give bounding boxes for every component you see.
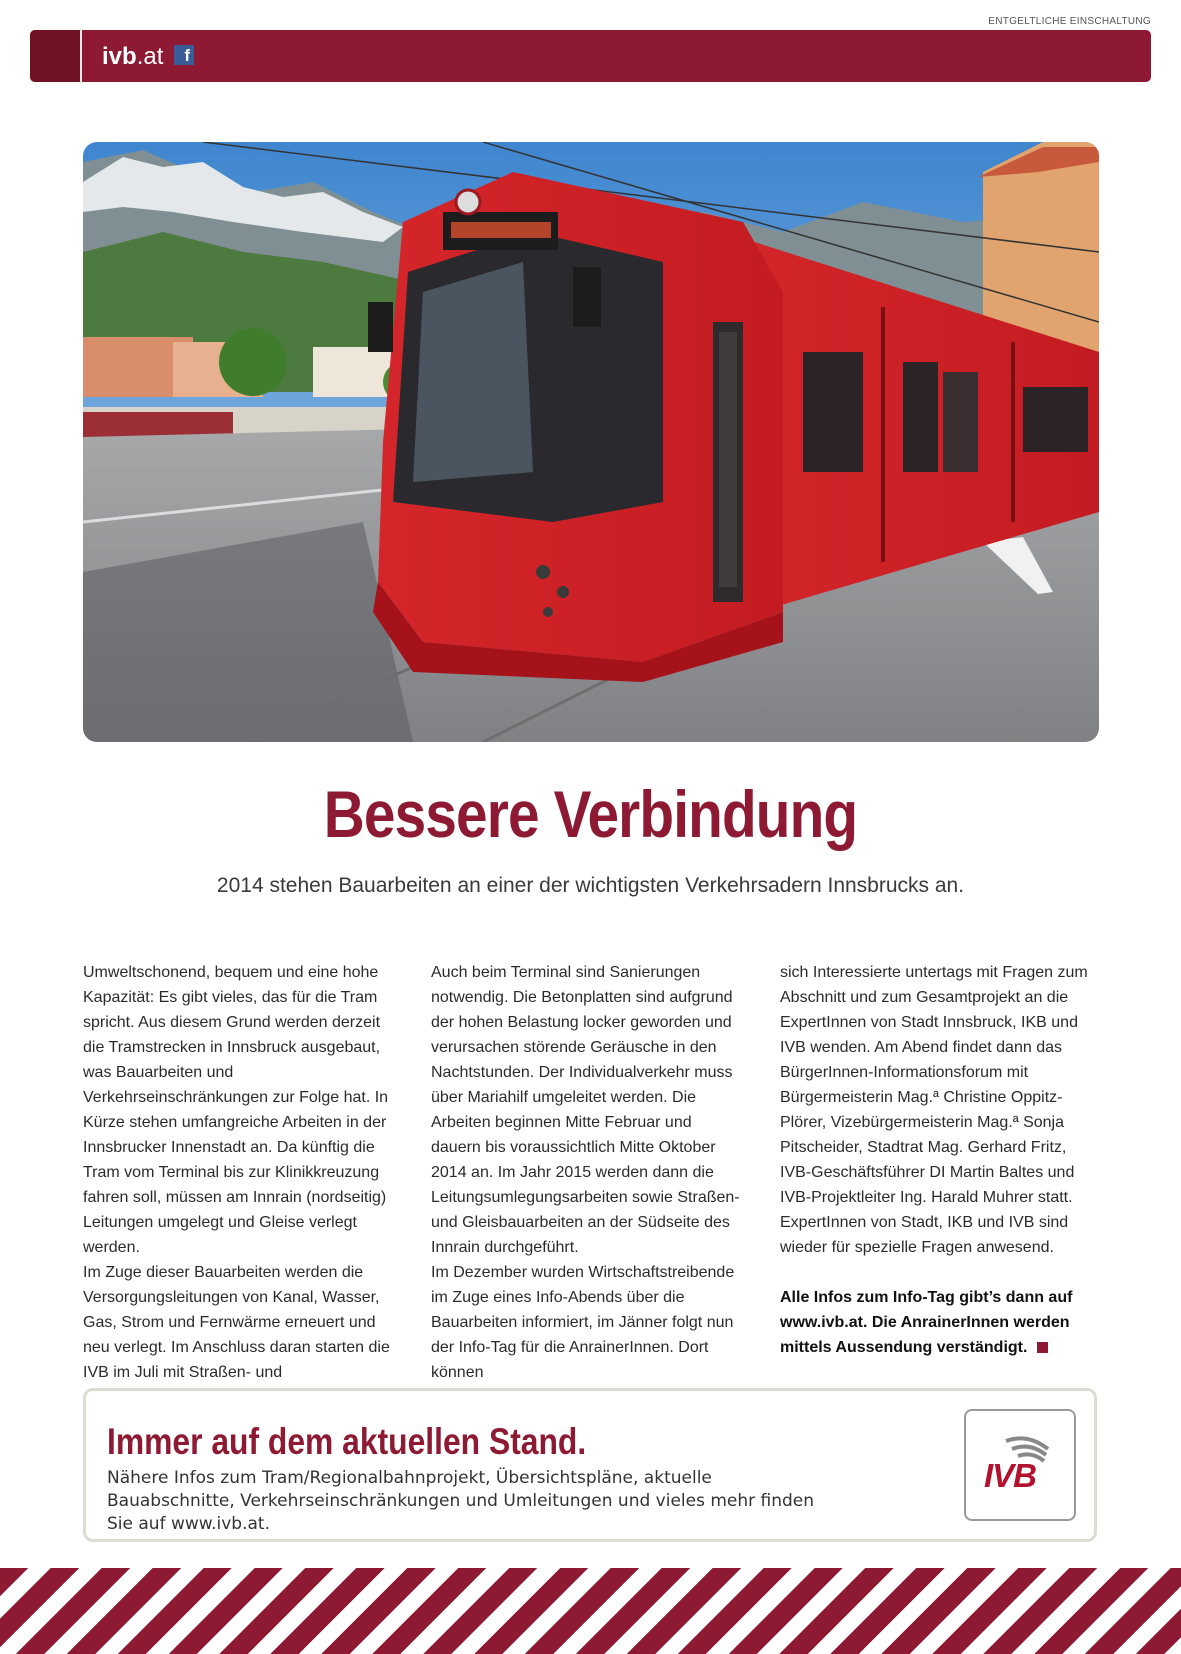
info-box: [83, 1388, 1097, 1542]
header-accent-block: [30, 30, 82, 82]
hero-tram-photo: [83, 142, 1099, 742]
striped-footer-band: [0, 1568, 1181, 1654]
ivb-logo-text: IVB: [984, 1457, 1037, 1494]
article-paragraph: sich Interessierte untertags mit Fragen zum Abschnitt und zum Gesamtprojekt an die ExpertInnen von Stadt Innsbruck, IKB und IVB wenden. Am Abend findet dann das BürgerInnen-Informationsforum mit Bürgermeisterin Mag.ª Christine Oppitz-Plörer, Vizebürgermeisterin Mag.ª Sonja Pitscheider, Stadtrat Mag. Gerhard Fritz, IVB-Geschäftsführer DI Martin Baltes und IVB-Projektleiter Ing. Harald Muhrer statt. ExpertInnen von Stadt, IKB und IVB sind wieder für spezielle Fragen anwesend.: [780, 964, 1088, 1256]
info-box-title: Immer auf dem aktuellen Stand.: [107, 1421, 587, 1462]
article-paragraph: Umweltschonend, bequem und eine hohe Kapazität: Es gibt vieles, das für die Tram spricht. Aus diesem Grund werden derzeit die Tramstrecken in Innsbruck ausgebaut, was Bauarbeiten und Verkehrseinschränkungen zur Folge hat. In Kürze stehen umfangreiche Arbeiten in der Innsbrucker Innenstadt an. Da künftig die Tram vom Terminal bis zur Klinikkreuzung fahren soll, müssen am Innrain (nordseitig) Leitungen umgelegt und Gleise verlegt werden.: [83, 964, 389, 1256]
article-subhead: 2014 stehen Bauarbeiten an einer der wichtigsten Verkehrsadern Innsbrucks an.: [216, 874, 965, 897]
info-day-note: [780, 1285, 1090, 1360]
article-column-3: [780, 960, 1090, 1360]
info-box-body: Nähere Infos zum Tram/Regionalbahnprojekt, Übersichtspläne, aktuelle Bauabschnitte, Verkehrseinschränkungen und Umleitungen und vieles mehr finden Sie auf www.ivb.at.: [107, 1468, 815, 1534]
article-column-2: [431, 960, 741, 1385]
end-mark-icon: [1037, 1342, 1048, 1353]
header-bar: [30, 30, 1151, 82]
site-domain: .at: [136, 43, 164, 70]
facebook-icon[interactable]: f: [174, 45, 194, 65]
info-day-note-text: Alle Infos zum Info-Tag gibt’s dann auf www.ivb.at. Die AnrainerInnen werden mittels Aussendung verständigt.: [780, 1289, 1073, 1356]
article-paragraph: Auch beim Terminal sind Sanierungen notwendig. Die Betonplatten sind aufgrund der hohen Belastung locker geworden und verursachen störende Geräusche in den Nachtstunden. Der Individualverkehr muss über Mariahilf umgeleitet werden. Die Arbeiten beginnen Mitte Februar und dauern bis voraussichtlich Mitte Oktober 2014 an. Im Jahr 2015 werden dann die Leitungsumlegungsarbeiten sowie Straßen- und Gleisbauarbeiten an der Südseite des Innrain durchgeführt.: [431, 964, 740, 1256]
paid-advertisement-label: ENTGELTLICHE EINSCHALTUNG: [988, 16, 1151, 27]
ivb-logo: [964, 1409, 1076, 1521]
article-column-1: [83, 960, 393, 1410]
site-link[interactable]: [102, 43, 163, 71]
site-name: ivb: [102, 43, 137, 70]
article-paragraph: Im Dezember wurden Wirtschaftstreibende im Zuge eines Info-Abends über die Bauarbeiten informiert, im Jänner folgt nun der Info-Tag für die AnrainerInnen. Dort können: [431, 1264, 735, 1381]
article-headline: Bessere Verbindung: [323, 777, 858, 851]
article-paragraph: Im Zuge dieser Bauarbeiten werden die Versorgungsleitungen von Kanal, Wasser, Gas, Strom und Fernwärme erneuert und neu verlegt. Im Anschluss daran starten die IVB im Juli mit Straßen- und: [83, 1264, 390, 1381]
